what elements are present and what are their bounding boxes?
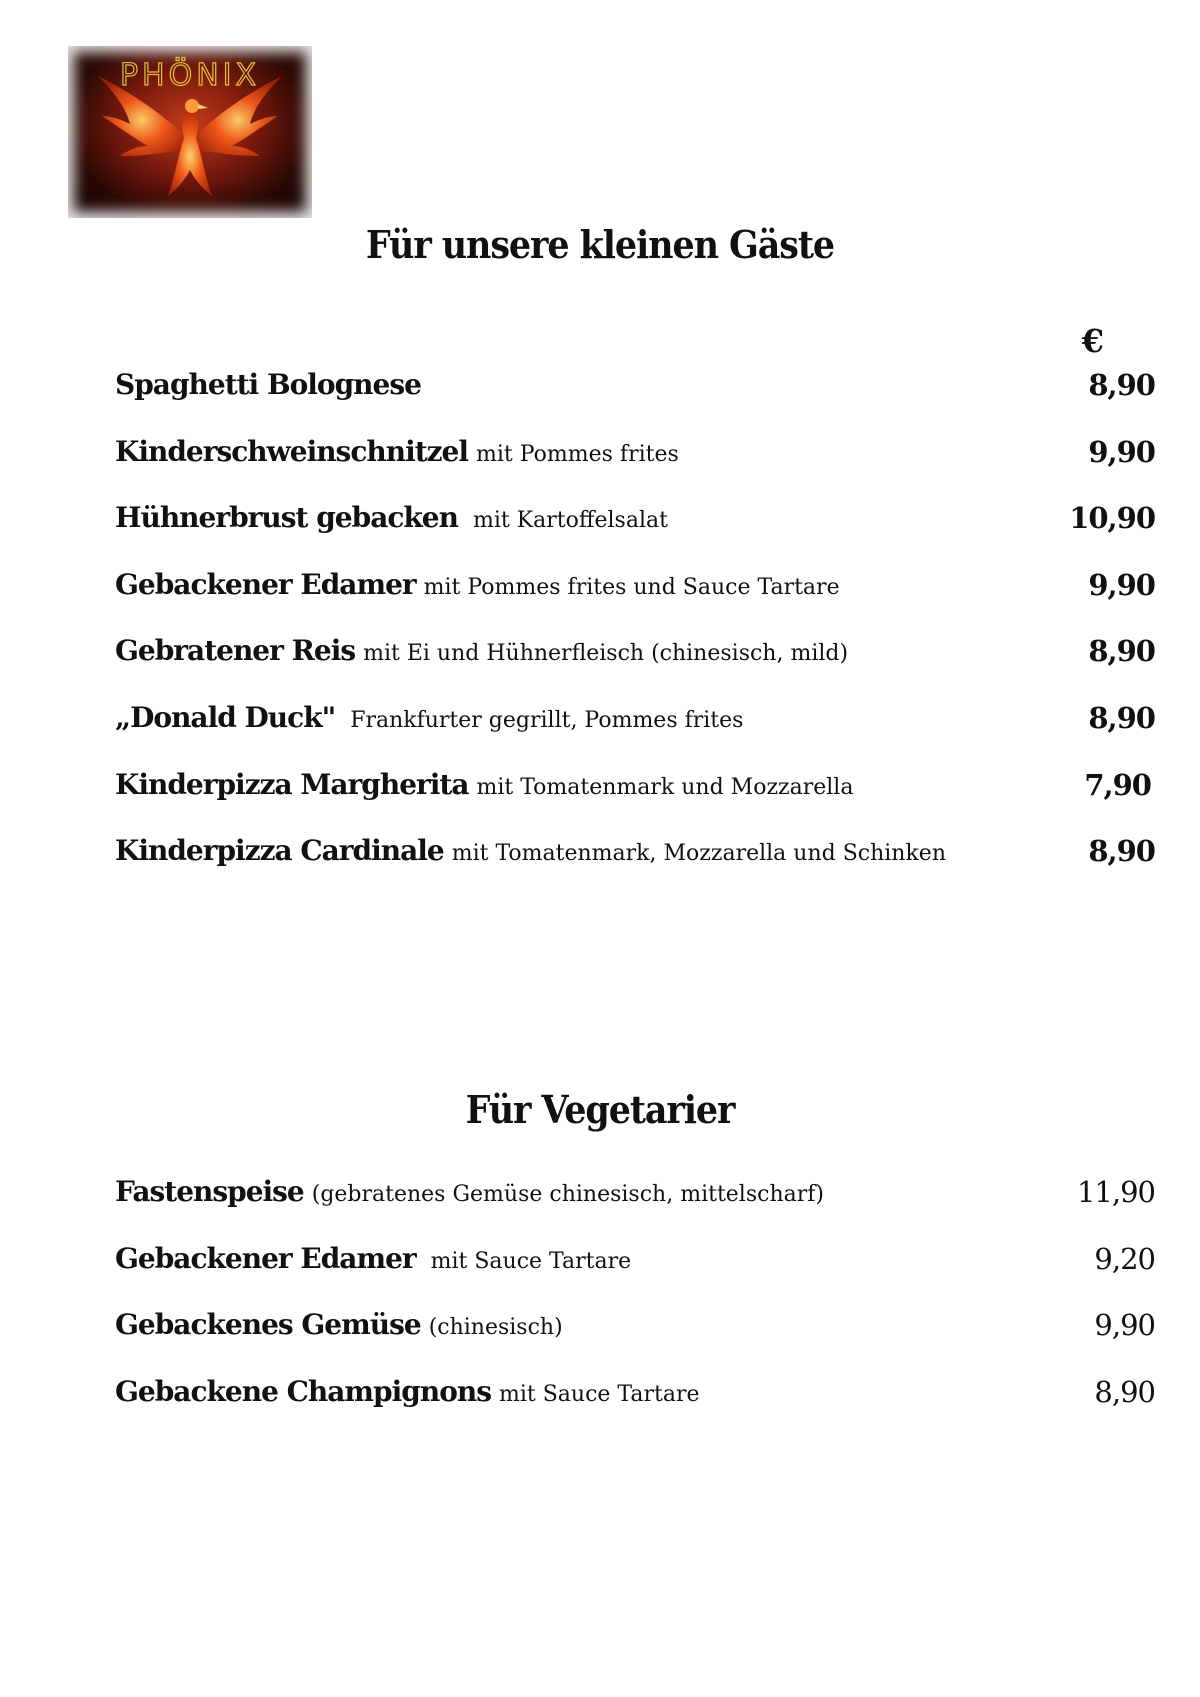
item-price: 8,90 bbox=[1088, 834, 1155, 869]
item-name: Gebackener Edamer bbox=[115, 567, 416, 601]
restaurant-logo bbox=[68, 46, 312, 218]
item-description: (chinesisch) bbox=[428, 1315, 563, 1341]
vegetarian-menu-list bbox=[115, 1175, 1155, 1441]
item-name: Gebackenes Gemüse bbox=[115, 1308, 421, 1342]
item-name: Gebackener Edamer bbox=[115, 1241, 416, 1275]
menu-item bbox=[115, 568, 1155, 635]
item-price: 9,90 bbox=[1088, 434, 1155, 469]
item-price: 8,90 bbox=[1094, 1374, 1155, 1409]
item-description: mit Kartoffelsalat bbox=[465, 508, 668, 534]
menu-item bbox=[115, 1242, 1155, 1309]
item-description: mit Sauce Tartare bbox=[423, 1248, 632, 1274]
menu-item bbox=[115, 834, 1155, 901]
menu-item bbox=[115, 1308, 1155, 1375]
item-price: 10,90 bbox=[1069, 501, 1155, 536]
menu-item bbox=[115, 768, 1155, 835]
item-name: Gebackene Champignons bbox=[115, 1374, 491, 1408]
item-description: mit Tomatenmark, Mozzarella und Schinken bbox=[451, 841, 946, 867]
item-description: (gebratenes Gemüse chinesisch, mittelscharf) bbox=[311, 1182, 824, 1207]
kids-section-title: Für unsere kleinen Gäste bbox=[365, 222, 835, 267]
kids-menu-list bbox=[115, 368, 1155, 901]
item-price: 11,90 bbox=[1076, 1175, 1155, 1209]
menu-item bbox=[115, 1375, 1155, 1442]
vegetarian-section-title: Für Vegetarier bbox=[465, 1087, 735, 1132]
item-name: Gebratener Reis bbox=[115, 634, 356, 668]
item-name: Kinderpizza Cardinale bbox=[115, 834, 444, 868]
item-price: 8,90 bbox=[1088, 700, 1155, 735]
menu-item bbox=[115, 701, 1155, 768]
item-description: mit Sauce Tartare bbox=[499, 1381, 700, 1407]
item-name: „Donald Duck" bbox=[115, 700, 336, 734]
item-description: mit Pommes frites bbox=[476, 441, 679, 467]
item-description: mit Tomatenmark und Mozzarella bbox=[476, 774, 854, 800]
menu-item bbox=[115, 435, 1155, 502]
item-price: 9,90 bbox=[1088, 567, 1155, 602]
item-price: 7,90 bbox=[1084, 767, 1151, 802]
item-price: 9,90 bbox=[1094, 1308, 1155, 1343]
currency-label: € bbox=[1081, 322, 1104, 360]
item-name: Fastenspeise bbox=[115, 1175, 304, 1208]
menu-item bbox=[115, 501, 1155, 568]
item-name: Kinderpizza Margherita bbox=[115, 767, 469, 801]
menu-item bbox=[115, 368, 1155, 435]
item-description: mit Ei und Hühnerfleisch (chinesisch, mild) bbox=[363, 641, 849, 667]
menu-item bbox=[115, 1175, 1155, 1242]
item-description: Frankfurter gegrillt, Pommes frites bbox=[343, 707, 744, 733]
item-name: Kinderschweinschnitzel bbox=[115, 434, 469, 468]
item-price: 8,90 bbox=[1088, 368, 1155, 402]
logo-text: PHÖNIX bbox=[119, 58, 261, 93]
item-price: 8,90 bbox=[1088, 634, 1155, 669]
item-name: Spaghetti Bolognese bbox=[115, 368, 421, 401]
item-price: 9,20 bbox=[1094, 1241, 1155, 1276]
item-description: mit Pommes frites und Sauce Tartare bbox=[423, 574, 840, 600]
menu-item bbox=[115, 634, 1155, 701]
item-name: Hühnerbrust gebacken bbox=[115, 501, 458, 535]
